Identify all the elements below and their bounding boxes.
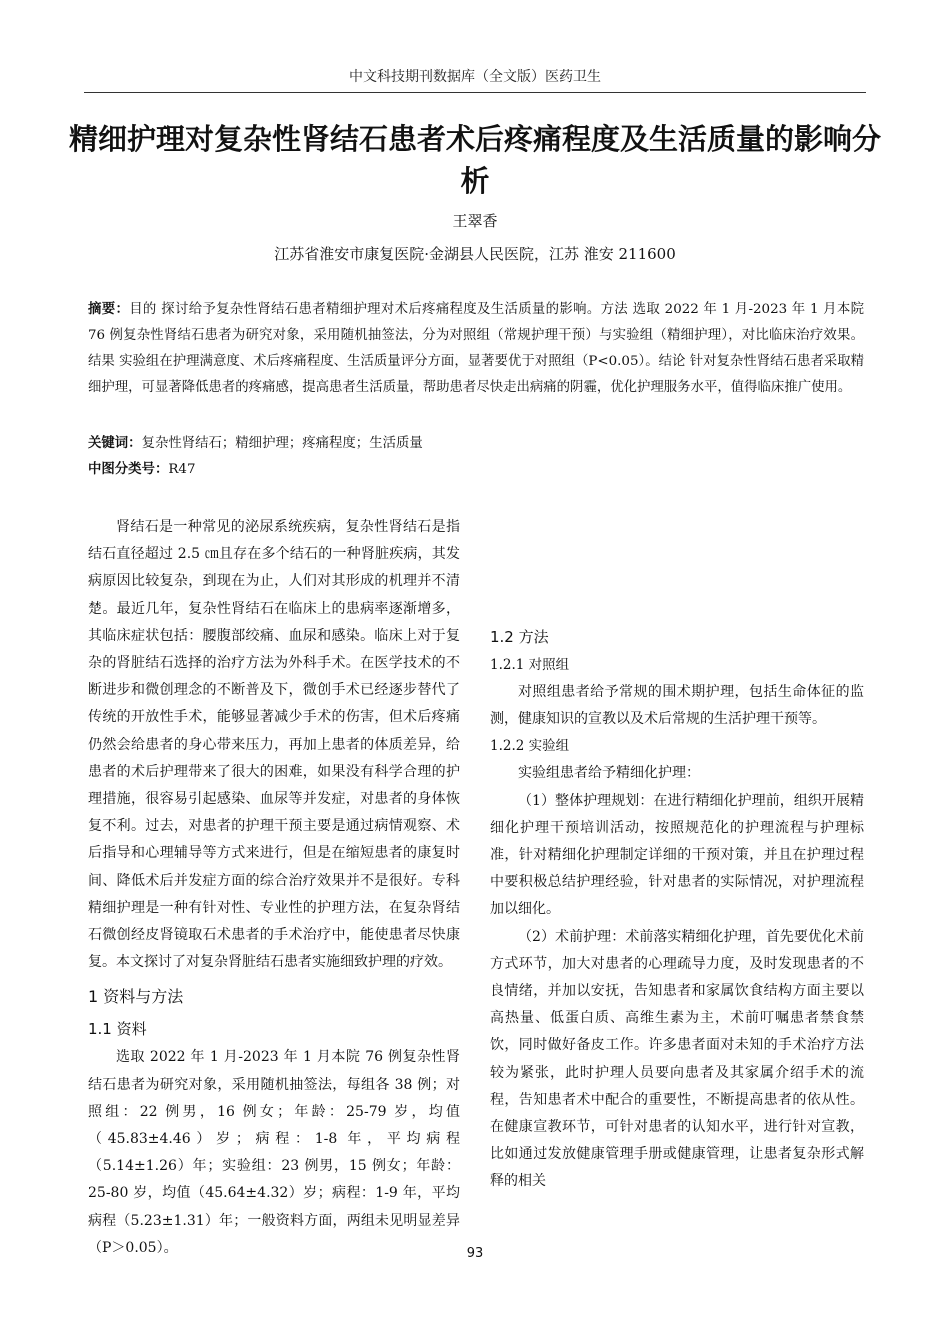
materials-paragraph: 选取 2022 年 1 月-2023 年 1 月本院 76 例复杂性肾结石患者为研究对象，采用随机抽签法，每组各 38 例；对照组：22 例男，16 例女；年龄：25-79 岁，均值（45.83±4.46）岁；病程：1-8 年，平均病程（5.14±1.26）年；实验组：23 例男，15 例女；年龄：25-80 岁，均值（45.64±4.32）岁；病程：1-9 年，平均病程（5.23±1.31）年；一般资料方面，两组未见明显差异（P＞0.05）。 xyxy=(88,1049,460,1256)
experiment-intro: 实验组患者给予精细化护理： xyxy=(518,765,700,782)
subsection-heading: 1.1 资料 xyxy=(88,1020,147,1039)
header-rule xyxy=(84,92,866,93)
abstract xyxy=(88,297,864,401)
abstract-label: 摘要： xyxy=(88,302,130,317)
clc-number xyxy=(88,458,864,482)
keywords xyxy=(88,432,864,456)
section-heading: 1 资料与方法 xyxy=(88,987,184,1007)
clc-label: 中图分类号： xyxy=(88,462,169,477)
right-column xyxy=(490,514,864,1196)
author: 王翠香 xyxy=(452,212,498,230)
experiment-paragraph-2: （2）术前护理：术前落实精细化护理，首先要优化术前方式环节，加大对患者的心理疏导力度，及时发现患者的不良情绪，并加以安抚，告知患者和家属饮食结构方面主要以高热量、低蛋白质、高维生素为主，术前叮嘱患者禁食禁饮，同时做好备皮工作。许多患者面对未知的手术治疗方法较为紧张，此时护理人员要向患者及其家属介绍手术的流程，告知患者术中配合的重要性，不断提高患者的依从性。在健康宣教环节，可针对患者的认知水平，进行针对宣教，比如通过发放健康管理手册或健康管理，让患者复杂形式解释的相关 xyxy=(490,928,864,1190)
experiment-paragraph-1: （1）整体护理规划：在进行精细化护理前，组织开展精细化护理干预培训活动，按照规范化的护理流程与护理标准，针对精细化护理制定详细的干预对策，并且在护理过程中要积极总结护理经验，针对患者的实际情况，对护理流程加以细化。 xyxy=(490,792,864,918)
intro-paragraph: 肾结石是一种常见的泌尿系统疾病，复杂性肾结石是指结石直径超过 2.5 ㎝且存在多个结石的一种肾脏疾病，其发病原因比较复杂，到现在为止，人们对其形成的机理并不清楚。最近几年，复杂性肾结石在临床上的患病率逐渐增多，其临床症状包括：腰腹部绞痛、血尿和感染。临床上对于复杂的肾脏结石选择的治疗方法为外科手术。在医学技术的不断进步和微创理念的不断普及下，微创手术已经逐步替代了传统的开放性手术，能够显著减少手术的伤害，但术后疼痛仍然会给患者的身心带来压力，再加上患者的体质差异，给患者的术后护理带来了很大的困难，如果没有科学合理的护理措施，很容易引起感染、血尿等并发症，对患者的身体恢复不利。过去，对患者的护理干预主要是通过病情观察、术后指导和心理辅导等方式来进行，但是在缩短患者的康复时间、降低术后并发症方面的综合治疗效果并不是很好。专科精细护理是一种有针对性、专业性的护理方法，在复杂肾结石微创经皮肾镜取石术患者的手术治疗中，能使患者尽快康复。本文探讨了对复杂肾脏结石患者实施细致护理的疗效。 xyxy=(88,519,460,971)
keywords-label: 关键词： xyxy=(88,436,142,451)
abstract-text: 目的 探讨给予复杂性肾结石患者精细护理对术后疼痛程度及生活质量的影响。方法 选取 2022 年 1 月-2023 年 1 月本院 76 例复杂性肾结石患者为研究对象，采用随机抽签法，分为对照组（常规护理干预）与实验组（精细护理），对比临床治疗效果。结果 实验组在护理满意度、术后疼痛程度、生活质量评分方面，显著要优于对照组（P<0.05）。结论 针对复杂性肾结石患者采取精细护理，可显著降低患者的疼痛感，提高患者生活质量，帮助患者尽快走出病痛的阴霾，优化护理服务水平，值得临床推广使用。 xyxy=(88,302,864,395)
page-number: 93 xyxy=(466,1246,484,1261)
subsubsection-heading: 1.2.1 对照组 xyxy=(490,657,570,673)
paper-title: 精细护理对复杂性肾结石患者术后疼痛程度及生活质量的影响分析 xyxy=(68,122,881,198)
subsubsection-heading: 1.2.2 实验组 xyxy=(490,738,570,755)
subsection-heading: 1.2 方法 xyxy=(490,628,549,646)
left-column xyxy=(88,514,460,1262)
clc-text: R47 xyxy=(168,462,196,477)
control-paragraph: 对照组患者给予常规的围术期护理，包括生命体征的监测，健康知识的宣教以及术后常规的生活护理干预等。 xyxy=(490,684,864,728)
journal-header: 中文科技期刊数据库（全文版）医药卫生 xyxy=(349,69,601,85)
keywords-text: 复杂性肾结石；精细护理；疼痛程度；生活质量 xyxy=(141,436,423,451)
affiliation: 江苏省淮安市康复医院·金湖县人民医院，江苏 淮安 211600 xyxy=(274,245,676,263)
